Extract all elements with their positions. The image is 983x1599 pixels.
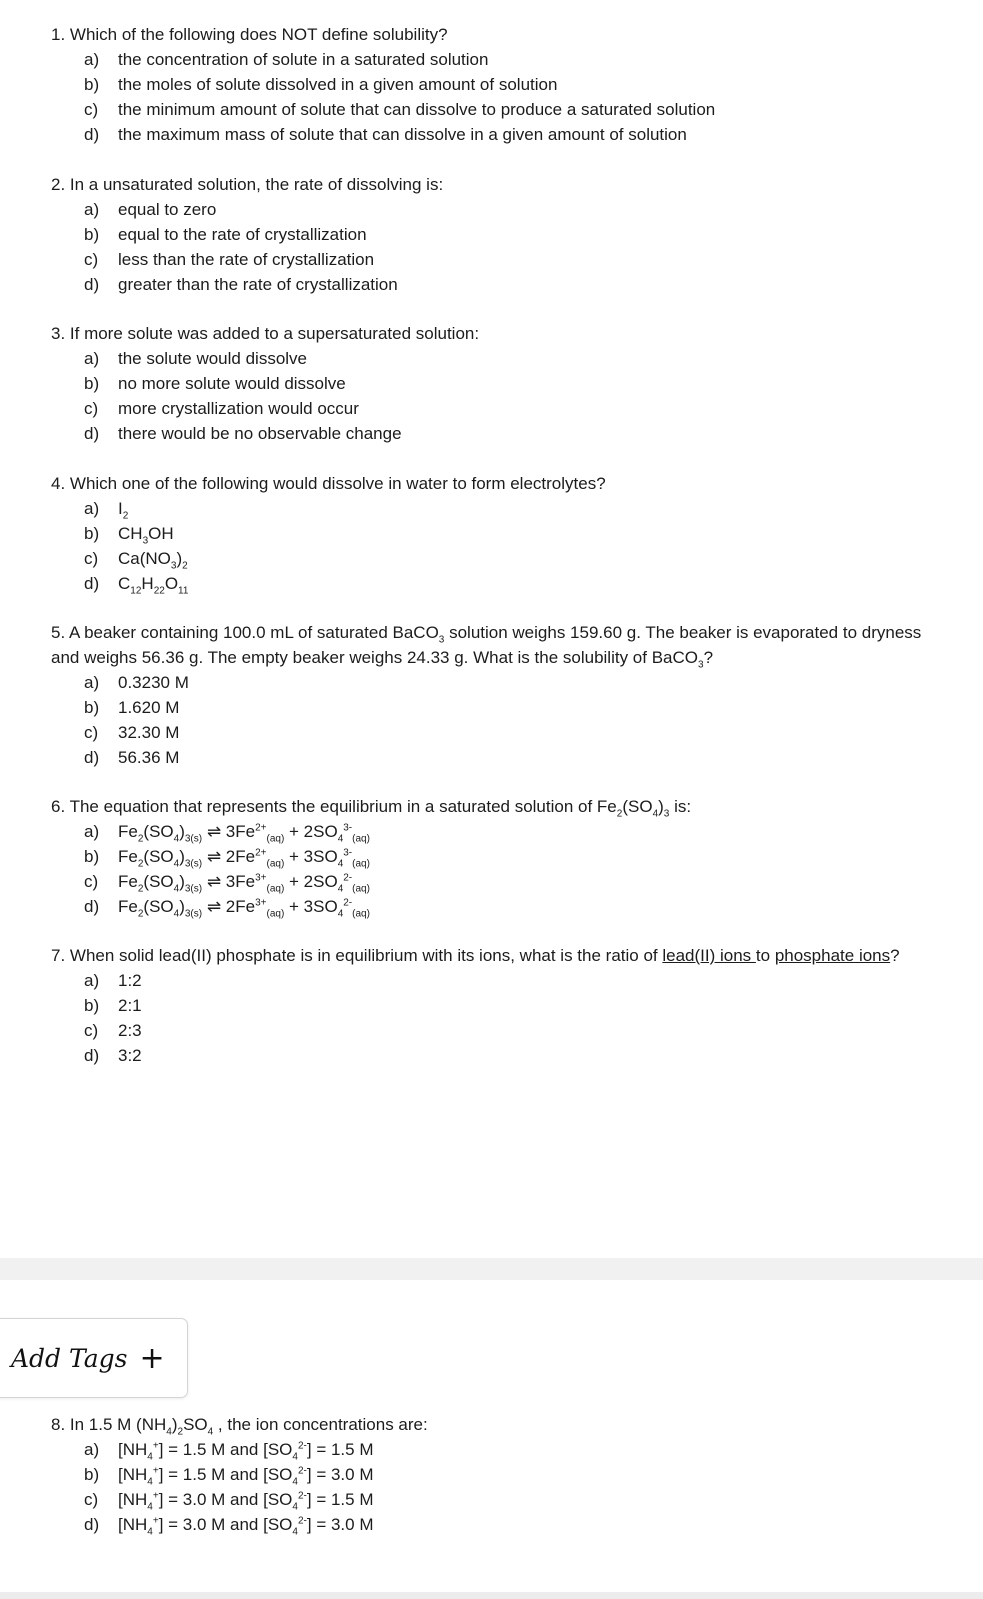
plus-icon: + (139, 1340, 165, 1376)
answer-option (84, 869, 931, 894)
option-label: d) (84, 574, 100, 593)
add-tags-button[interactable] (0, 1318, 188, 1398)
option-label: d) (84, 748, 100, 767)
answer-option (84, 197, 931, 222)
answer-option (84, 47, 931, 72)
option-text: the minimum amount of solute that can dissolve to produce a saturated solution (118, 100, 716, 119)
answer-option (84, 1487, 931, 1512)
question-7 (51, 943, 931, 1068)
option-text: 32.30 M (118, 723, 180, 742)
option-text: no more solute would dissolve (118, 374, 346, 393)
question-stem: 6. The equation that represents the equilibrium in a saturated solution of $Fe_2(SO_4)_3$ is: (51, 797, 692, 820)
option-text: $I_2$ (118, 499, 129, 522)
answer-options (51, 670, 931, 770)
question-stem: 3. If more solute was added to a supersaturated solution: (51, 324, 480, 343)
section-divider (0, 1258, 983, 1280)
answer-option (84, 546, 931, 571)
option-label: c) (84, 1490, 99, 1509)
answer-option (84, 819, 931, 844)
option-label: d) (84, 1046, 100, 1065)
question-stem: 1. Which of the following does NOT define solubility? (51, 25, 448, 44)
option-label: a) (84, 673, 100, 692)
answer-option (84, 670, 931, 695)
answer-options (51, 47, 931, 147)
option-text: 1.620 M (118, 698, 180, 717)
option-label: a) (84, 1440, 100, 1459)
answer-option (84, 222, 931, 247)
answer-options (51, 968, 931, 1068)
answer-option (84, 1462, 931, 1487)
question-stem: 5. A beaker containing 100.0 mL of saturated BaCO$_3$ solution weighs 159.60 g. The beaker is evaporated to dryness and weighs 56.36 g. The empty beaker weighs 24.33 g. What is the solubility of BaCO$_3$? (51, 623, 922, 671)
option-text: $Fe_2(SO_4)_{3(s)}$ ⇌ $3Fe^{3+}_{(aq)} + 2SO_4^{2-}_{(aq)}$ (118, 872, 370, 895)
answer-option (84, 993, 931, 1018)
answer-option (84, 72, 931, 97)
option-label: c) (84, 250, 99, 269)
answer-option (84, 421, 931, 446)
option-label: a) (84, 200, 100, 219)
option-label: c) (84, 100, 99, 119)
question-stem: 7. When solid lead(II) phosphate is in equilibrium with its ions, what is the ratio of lead(II) ions to phosphate ions? (51, 946, 900, 965)
answer-option (84, 521, 931, 546)
option-label: d) (84, 897, 100, 916)
option-text: 0.3230 M (118, 673, 189, 692)
question-1 (51, 22, 931, 147)
option-label: d) (84, 125, 100, 144)
answer-option (84, 1043, 931, 1068)
option-text: $[NH_4^+] = 3.0$ M and $[SO_4^{2-}] = 1.5$ M (118, 1490, 374, 1513)
question-stem: 8. In 1.5 M $(NH_4)_2SO_4$ , the ion concentrations are: (51, 1415, 428, 1438)
option-label: b) (84, 1465, 100, 1484)
option-text: $Fe_2(SO_4)_{3(s)}$ ⇌ $3Fe^{2+}_{(aq)} + 2SO_4^{3-}_{(aq)}$ (118, 822, 370, 845)
option-text: there would be no observable change (118, 424, 402, 443)
answer-options (51, 1437, 931, 1537)
answer-options (51, 197, 931, 297)
option-text: 1:2 (118, 971, 142, 990)
option-label: c) (84, 872, 99, 891)
option-label: b) (84, 698, 100, 717)
option-label: a) (84, 822, 100, 841)
option-text: the concentration of solute in a saturated solution (118, 50, 489, 69)
option-label: d) (84, 275, 100, 294)
option-label: b) (84, 847, 100, 866)
option-label: a) (84, 971, 100, 990)
option-label: a) (84, 349, 100, 368)
answer-options (51, 819, 931, 919)
question-3 (51, 321, 931, 446)
answer-option (84, 371, 931, 396)
option-text: $Fe_2(SO_4)_{3(s)}$ ⇌ $2Fe^{3+}_{(aq)} + 3SO_4^{2-}_{(aq)}$ (118, 897, 370, 920)
answer-option (84, 894, 931, 919)
answer-option (84, 745, 931, 770)
answer-options (51, 496, 931, 596)
question-stem: 4. Which one of the following would dissolve in water to form electrolytes? (51, 474, 606, 493)
option-label: a) (84, 499, 100, 518)
answer-options (51, 346, 931, 446)
answer-option (84, 247, 931, 272)
option-text: $Fe_2(SO_4)_{3(s)}$ ⇌ $2Fe^{2+}_{(aq)} + 3SO_4^{3-}_{(aq)}$ (118, 847, 370, 870)
option-text: 2:1 (118, 996, 142, 1015)
option-text: $[NH_4^+] = 3.0$ M and $[SO_4^{2-}] = 3.0$ M (118, 1515, 374, 1538)
option-label: a) (84, 50, 100, 69)
option-label: b) (84, 374, 100, 393)
answer-option (84, 844, 931, 869)
option-label: c) (84, 549, 99, 568)
option-text: $[NH_4^+] = 1.5$ M and $[SO_4^{2-}] = 1.5$ M (118, 1440, 374, 1463)
option-text: 3:2 (118, 1046, 142, 1065)
option-label: d) (84, 424, 100, 443)
option-text: equal to the rate of crystallization (118, 225, 367, 244)
answer-option (84, 1512, 931, 1537)
answer-option (84, 968, 931, 993)
option-label: c) (84, 399, 99, 418)
option-text: greater than the rate of crystallization (118, 275, 398, 294)
answer-option (84, 720, 931, 745)
answer-option (84, 272, 931, 297)
add-tags-label: Add Tags (11, 1343, 128, 1373)
option-text: $[NH_4^+] = 1.5$ M and $[SO_4^{2-}] = 3.0$ M (118, 1465, 374, 1488)
option-label: b) (84, 225, 100, 244)
answer-option (84, 346, 931, 371)
answer-option (84, 571, 931, 596)
option-text: $CH_3OH$ (118, 524, 174, 547)
option-label: d) (84, 1515, 100, 1534)
option-text: 56.36 M (118, 748, 180, 767)
option-label: c) (84, 1021, 99, 1040)
option-label: c) (84, 723, 99, 742)
answer-option (84, 695, 931, 720)
option-text: more crystallization would occur (118, 399, 359, 418)
option-text: less than the rate of crystallization (118, 250, 375, 269)
question-8 (51, 1412, 931, 1537)
option-text: the solute would dissolve (118, 349, 308, 368)
option-text: the moles of solute dissolved in a given amount of solution (118, 75, 558, 94)
answer-option (84, 396, 931, 421)
page-bottom-edge (0, 1592, 983, 1599)
answer-option (84, 496, 931, 521)
option-text: equal to zero (118, 200, 217, 219)
option-text: 2:3 (118, 1021, 142, 1040)
question-6 (51, 794, 931, 919)
question-4 (51, 471, 931, 596)
answer-option (84, 122, 931, 147)
option-text: the maximum mass of solute that can dissolve in a given amount of solution (118, 125, 687, 144)
answer-option (84, 1018, 931, 1043)
answer-option (84, 1437, 931, 1462)
option-text: $Ca(NO_3)_2$ (118, 549, 188, 572)
question-5 (51, 620, 931, 770)
option-label: b) (84, 996, 100, 1015)
option-label: b) (84, 75, 100, 94)
answer-option (84, 97, 931, 122)
question-2 (51, 172, 931, 297)
question-stem: 2. In a unsaturated solution, the rate of dissolving is: (51, 175, 444, 194)
option-label: b) (84, 524, 100, 543)
option-text: $C_{12}H_{22}O_{11}$ (118, 574, 189, 597)
